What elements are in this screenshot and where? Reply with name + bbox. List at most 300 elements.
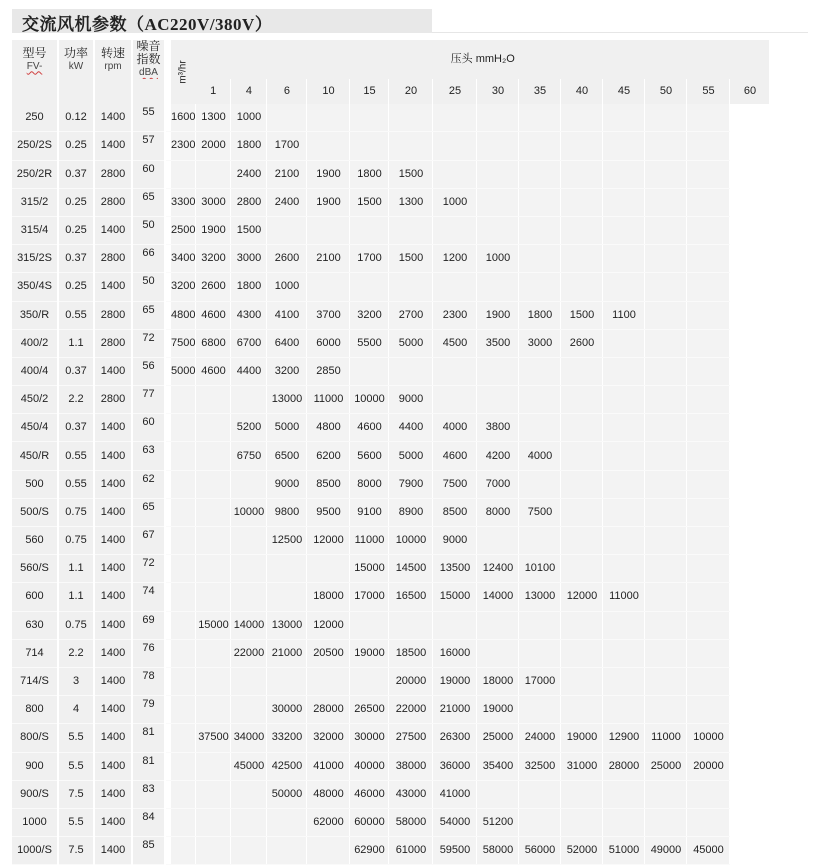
flow-cell: 10000 — [389, 527, 433, 555]
flow-cell — [196, 414, 231, 442]
flow-cell: 58000 — [389, 808, 433, 836]
flow-cell — [603, 639, 645, 667]
table-row — [12, 752, 770, 780]
flow-cell — [645, 780, 687, 808]
flow-cell: 26500 — [350, 696, 389, 724]
flow-cell: 20500 — [307, 639, 350, 667]
noise-cell: 63 — [132, 442, 165, 470]
table-row — [12, 329, 770, 357]
flow-cell: 8900 — [389, 498, 433, 526]
flow-cell: 14000 — [231, 611, 267, 639]
flow-cell — [561, 696, 603, 724]
flow-cell — [307, 104, 350, 132]
flow-cell — [519, 245, 561, 273]
flow-cell: 12500 — [267, 527, 307, 555]
speed-cell: 1400 — [94, 837, 132, 865]
flow-cell — [477, 357, 519, 385]
flow-cell — [687, 470, 730, 498]
table-row — [12, 357, 770, 385]
flow-cell — [519, 160, 561, 188]
flow-cell — [171, 555, 196, 583]
flow-cell: 17000 — [350, 583, 389, 611]
flow-cell — [433, 357, 477, 385]
flow-cell: 12000 — [561, 583, 603, 611]
flow-cell: 62000 — [307, 808, 350, 836]
power-cell: 1.1 — [58, 555, 94, 583]
flow-cell — [645, 611, 687, 639]
flow-cell: 5000 — [389, 329, 433, 357]
flow-cell — [519, 470, 561, 498]
flow-cell — [171, 160, 196, 188]
flow-cell — [687, 216, 730, 244]
flow-cell — [350, 357, 389, 385]
flow-cell: 6200 — [307, 442, 350, 470]
flow-cell — [687, 245, 730, 273]
flow-cell: 21000 — [433, 696, 477, 724]
flow-cell — [687, 527, 730, 555]
power-cell: 4 — [58, 696, 94, 724]
flow-cell: 3200 — [196, 245, 231, 273]
flow-cell: 10000 — [687, 724, 730, 752]
table-row — [12, 301, 770, 329]
flow-cell — [645, 442, 687, 470]
flow-cell: 7500 — [519, 498, 561, 526]
power-cell: 2.2 — [58, 386, 94, 414]
flow-cell: 6000 — [307, 329, 350, 357]
flow-cell — [603, 780, 645, 808]
flow-cell — [267, 808, 307, 836]
flow-cell — [603, 357, 645, 385]
noise-cell: 60 — [132, 414, 165, 442]
flow-cell — [603, 527, 645, 555]
flow-cell: 1000 — [267, 273, 307, 301]
flow-cell — [561, 273, 603, 301]
flow-cell — [645, 696, 687, 724]
title-divider — [432, 32, 808, 33]
flow-cell: 46000 — [350, 780, 389, 808]
flow-cell: 6750 — [231, 442, 267, 470]
flow-cell: 10000 — [231, 498, 267, 526]
flow-cell: 5200 — [231, 414, 267, 442]
flow-cell — [561, 160, 603, 188]
flow-cell — [687, 442, 730, 470]
noise-cell: 69 — [132, 611, 165, 639]
flow-cell — [687, 132, 730, 160]
flow-cell — [231, 527, 267, 555]
flow-cell: 30000 — [350, 724, 389, 752]
noise-cell: 62 — [132, 470, 165, 498]
flow-cell: 14500 — [389, 555, 433, 583]
flow-cell — [687, 357, 730, 385]
flow-cell: 4600 — [433, 442, 477, 470]
flow-cell: 25000 — [477, 724, 519, 752]
noise-cell: 72 — [132, 329, 165, 357]
pressure-col-header: 55 — [687, 79, 730, 104]
flow-cell — [519, 414, 561, 442]
flow-cell: 3500 — [477, 329, 519, 357]
flow-cell — [603, 442, 645, 470]
table-row — [12, 414, 770, 442]
flow-cell: 18000 — [307, 583, 350, 611]
flow-cell — [561, 527, 603, 555]
flow-cell — [196, 555, 231, 583]
flow-cell: 9100 — [350, 498, 389, 526]
flow-cell — [603, 132, 645, 160]
noise-cell: 78 — [132, 667, 165, 695]
pressure-col-header: 1 — [196, 79, 231, 104]
flow-cell — [519, 527, 561, 555]
flow-cell — [350, 216, 389, 244]
noise-cell: 65 — [132, 188, 165, 216]
model-cell: 630 — [12, 611, 58, 639]
flow-cell: 1500 — [389, 160, 433, 188]
flow-cell — [267, 583, 307, 611]
noise-cell: 56 — [132, 357, 165, 385]
flow-cell — [561, 386, 603, 414]
flow-cell — [687, 160, 730, 188]
flow-cell — [603, 245, 645, 273]
table-row — [12, 555, 770, 583]
flow-cell — [477, 132, 519, 160]
flow-cell — [350, 611, 389, 639]
flow-cell: 2100 — [267, 160, 307, 188]
header-noise: 噪音指数 dBA — [132, 40, 165, 79]
flow-cell: 61000 — [389, 837, 433, 865]
power-cell: 0.25 — [58, 273, 94, 301]
flow-cell — [645, 386, 687, 414]
flow-cell — [687, 611, 730, 639]
flow-cell: 7900 — [389, 470, 433, 498]
pressure-col-header: 6 — [267, 79, 307, 104]
flow-cell — [561, 132, 603, 160]
flow-cell: 3200 — [350, 301, 389, 329]
flow-cell — [231, 780, 267, 808]
noise-cell: 84 — [132, 808, 165, 836]
flow-cell — [231, 808, 267, 836]
flow-cell: 1800 — [231, 273, 267, 301]
table-row — [12, 216, 770, 244]
flow-cell — [171, 442, 196, 470]
flow-cell: 3700 — [307, 301, 350, 329]
power-cell: 5.5 — [58, 752, 94, 780]
flow-cell — [687, 301, 730, 329]
flow-cell: 9000 — [267, 470, 307, 498]
header-pressure: 压头 mmH₂O — [196, 40, 770, 79]
power-cell: 0.55 — [58, 470, 94, 498]
flow-cell: 1900 — [307, 188, 350, 216]
flow-cell: 45000 — [231, 752, 267, 780]
flow-cell — [687, 555, 730, 583]
flow-cell: 13000 — [519, 583, 561, 611]
flow-cell: 37500 — [196, 724, 231, 752]
flow-cell: 15000 — [350, 555, 389, 583]
flow-cell: 13000 — [267, 386, 307, 414]
flow-cell — [307, 555, 350, 583]
flow-cell: 16000 — [433, 639, 477, 667]
power-cell: 5.5 — [58, 808, 94, 836]
power-cell: 0.75 — [58, 527, 94, 555]
flow-cell: 10100 — [519, 555, 561, 583]
flow-cell: 6400 — [267, 329, 307, 357]
noise-cell: 76 — [132, 639, 165, 667]
flow-cell: 28000 — [307, 696, 350, 724]
speed-cell: 1400 — [94, 696, 132, 724]
table-row — [12, 780, 770, 808]
flow-cell — [645, 357, 687, 385]
flow-cell: 12400 — [477, 555, 519, 583]
flow-cell: 18500 — [389, 639, 433, 667]
flow-cell: 8000 — [350, 470, 389, 498]
flow-cell: 28000 — [603, 752, 645, 780]
flow-cell: 17000 — [519, 667, 561, 695]
flow-cell: 20000 — [687, 752, 730, 780]
table-row — [12, 696, 770, 724]
flow-cell: 13000 — [267, 611, 307, 639]
flow-cell: 58000 — [477, 837, 519, 865]
model-cell: 600 — [12, 583, 58, 611]
noise-cell: 50 — [132, 216, 165, 244]
flow-cell — [231, 667, 267, 695]
flow-cell — [687, 780, 730, 808]
flow-cell: 19000 — [350, 639, 389, 667]
flow-cell: 4600 — [196, 301, 231, 329]
flow-cell: 8500 — [307, 470, 350, 498]
table-row — [12, 160, 770, 188]
flow-cell — [196, 696, 231, 724]
speed-cell: 1400 — [94, 808, 132, 836]
flow-cell: 2400 — [231, 160, 267, 188]
flow-cell — [350, 132, 389, 160]
model-cell: 250/2R — [12, 160, 58, 188]
flow-cell: 4800 — [307, 414, 350, 442]
flow-cell — [433, 273, 477, 301]
flow-cell — [477, 611, 519, 639]
flow-cell: 5000 — [171, 357, 196, 385]
flow-cell — [645, 273, 687, 301]
speed-cell: 1400 — [94, 780, 132, 808]
flow-cell — [603, 696, 645, 724]
speed-cell: 1400 — [94, 555, 132, 583]
flow-unit-label: m³/hr — [171, 40, 196, 104]
flow-cell: 27500 — [389, 724, 433, 752]
power-cell: 0.25 — [58, 188, 94, 216]
flow-cell: 5000 — [389, 442, 433, 470]
flow-cell — [519, 216, 561, 244]
power-cell: 3 — [58, 667, 94, 695]
model-cell: 1000/S — [12, 837, 58, 865]
flow-cell: 59500 — [433, 837, 477, 865]
flow-cell: 6800 — [196, 329, 231, 357]
flow-cell: 1900 — [196, 216, 231, 244]
flow-cell — [603, 470, 645, 498]
flow-cell: 4300 — [231, 301, 267, 329]
header-model: 型号 FV- — [12, 40, 58, 79]
speed-cell: 1400 — [94, 639, 132, 667]
table-row — [12, 442, 770, 470]
flow-cell — [603, 329, 645, 357]
power-cell: 5.5 — [58, 724, 94, 752]
flow-cell — [196, 808, 231, 836]
flow-cell — [196, 583, 231, 611]
flow-cell — [519, 696, 561, 724]
speed-cell: 1400 — [94, 667, 132, 695]
flow-cell — [687, 386, 730, 414]
flow-cell — [307, 837, 350, 865]
flow-cell — [171, 667, 196, 695]
flow-cell: 33200 — [267, 724, 307, 752]
flow-cell — [477, 527, 519, 555]
flow-cell — [267, 837, 307, 865]
flow-cell: 1800 — [519, 301, 561, 329]
table-row — [12, 188, 770, 216]
flow-cell — [645, 414, 687, 442]
flow-cell — [389, 273, 433, 301]
flow-cell — [561, 780, 603, 808]
flow-cell: 19000 — [477, 696, 519, 724]
flow-cell — [171, 724, 196, 752]
power-cell: 0.37 — [58, 414, 94, 442]
flow-cell: 5000 — [267, 414, 307, 442]
noise-cell: 77 — [132, 386, 165, 414]
flow-cell: 2800 — [231, 188, 267, 216]
power-cell: 0.75 — [58, 611, 94, 639]
flow-cell — [603, 667, 645, 695]
power-cell: 7.5 — [58, 837, 94, 865]
table-row — [12, 667, 770, 695]
flow-cell: 4100 — [267, 301, 307, 329]
flow-cell — [231, 555, 267, 583]
header-power: 功率 kW — [58, 40, 94, 79]
table-row — [12, 639, 770, 667]
flow-cell: 13500 — [433, 555, 477, 583]
flow-cell — [350, 273, 389, 301]
flow-cell: 3200 — [171, 273, 196, 301]
flow-cell: 15000 — [196, 611, 231, 639]
flow-cell — [477, 216, 519, 244]
flow-cell — [171, 470, 196, 498]
flow-cell: 40000 — [350, 752, 389, 780]
table-row — [12, 724, 770, 752]
flow-cell — [389, 132, 433, 160]
power-cell: 0.55 — [58, 301, 94, 329]
noise-cell: 50 — [132, 273, 165, 301]
flow-cell: 1000 — [231, 104, 267, 132]
pressure-col-header: 4 — [231, 79, 267, 104]
flow-cell: 49000 — [645, 837, 687, 865]
flow-cell: 16500 — [389, 583, 433, 611]
flow-cell — [603, 104, 645, 132]
flow-cell: 11000 — [603, 583, 645, 611]
flow-cell — [196, 470, 231, 498]
flow-cell — [519, 780, 561, 808]
model-cell: 560 — [12, 527, 58, 555]
flow-cell — [171, 639, 196, 667]
flow-cell: 5500 — [350, 329, 389, 357]
flow-cell — [645, 555, 687, 583]
flow-cell: 2000 — [196, 132, 231, 160]
power-cell: 0.25 — [58, 132, 94, 160]
flow-cell — [267, 216, 307, 244]
flow-cell — [561, 245, 603, 273]
flow-cell: 60000 — [350, 808, 389, 836]
flow-cell: 50000 — [267, 780, 307, 808]
flow-cell — [687, 639, 730, 667]
flow-cell: 30000 — [267, 696, 307, 724]
flow-cell — [231, 837, 267, 865]
speed-cell: 1400 — [94, 216, 132, 244]
speed-cell: 1400 — [94, 470, 132, 498]
flow-cell — [171, 808, 196, 836]
speed-cell: 1400 — [94, 273, 132, 301]
flow-cell — [477, 639, 519, 667]
flow-cell — [519, 273, 561, 301]
flow-cell — [687, 667, 730, 695]
flow-cell — [687, 104, 730, 132]
flow-cell — [687, 273, 730, 301]
flow-cell — [477, 386, 519, 414]
flow-cell — [307, 273, 350, 301]
flow-cell — [561, 188, 603, 216]
flow-cell: 6500 — [267, 442, 307, 470]
flow-cell: 9500 — [307, 498, 350, 526]
flow-cell — [231, 583, 267, 611]
flow-cell — [477, 273, 519, 301]
table-row — [12, 104, 770, 132]
model-cell: 900/S — [12, 780, 58, 808]
flow-cell — [433, 104, 477, 132]
flow-cell: 1200 — [433, 245, 477, 273]
speed-cell: 1400 — [94, 752, 132, 780]
flow-cell — [561, 808, 603, 836]
flow-cell — [687, 329, 730, 357]
flow-cell — [603, 273, 645, 301]
model-cell: 450/R — [12, 442, 58, 470]
noise-cell: 57 — [132, 132, 165, 160]
flow-cell: 2500 — [171, 216, 196, 244]
flow-cell — [171, 696, 196, 724]
flow-cell — [307, 216, 350, 244]
speed-cell: 2800 — [94, 188, 132, 216]
flow-cell — [171, 611, 196, 639]
flow-cell: 48000 — [307, 780, 350, 808]
flow-cell: 12900 — [603, 724, 645, 752]
flow-cell — [519, 104, 561, 132]
model-cell: 800 — [12, 696, 58, 724]
flow-cell: 1500 — [389, 245, 433, 273]
flow-cell: 1800 — [231, 132, 267, 160]
flow-cell: 3800 — [477, 414, 519, 442]
flow-cell — [477, 160, 519, 188]
noise-cell: 83 — [132, 780, 165, 808]
table-row — [12, 837, 770, 865]
power-cell: 0.37 — [58, 245, 94, 273]
flow-cell: 4400 — [389, 414, 433, 442]
flow-cell — [389, 357, 433, 385]
flow-cell: 2300 — [171, 132, 196, 160]
power-cell: 0.55 — [58, 442, 94, 470]
flow-cell — [603, 498, 645, 526]
flow-cell — [231, 696, 267, 724]
flow-cell: 20000 — [389, 667, 433, 695]
flow-cell: 3400 — [171, 245, 196, 273]
flow-cell: 3300 — [171, 188, 196, 216]
pressure-col-header: 15 — [350, 79, 389, 104]
flow-cell: 1900 — [477, 301, 519, 329]
flow-cell: 22000 — [389, 696, 433, 724]
flow-cell — [433, 132, 477, 160]
flow-cell — [645, 245, 687, 273]
flow-cell: 24000 — [519, 724, 561, 752]
